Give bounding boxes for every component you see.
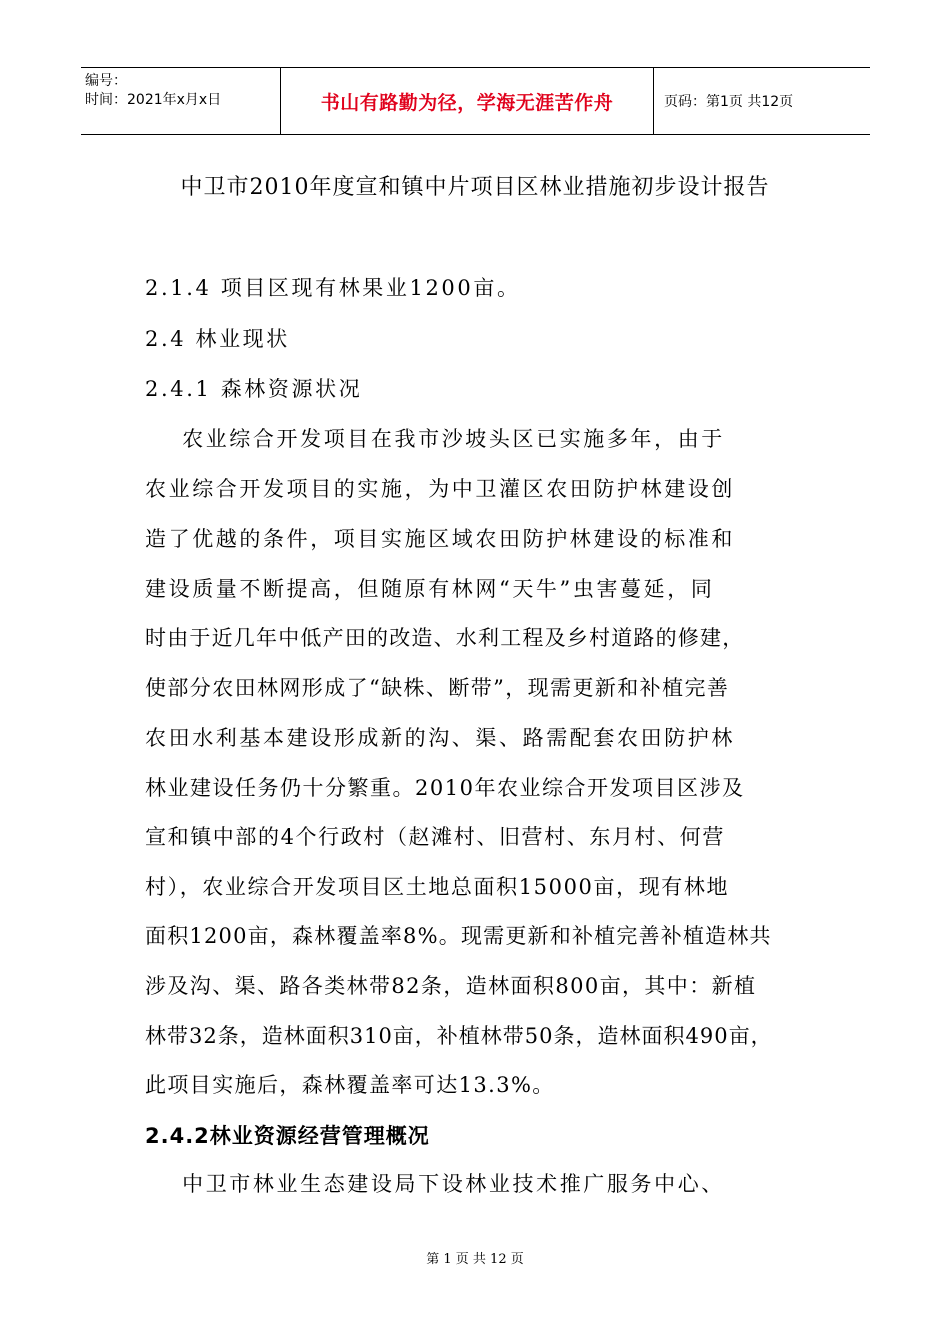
body-line: 林业建设任务仍十分繁重。2010年农业综合开发项目区涉及: [145, 776, 745, 800]
body-line: 2.1.4 项目区现有林果业1200亩。: [145, 276, 521, 300]
body-line: 农田水利基本建设形成新的沟、渠、路需配套农田防护林: [145, 726, 735, 750]
body-line: 建设质量不断提高，但随原有林网“天牛”虫害蔓延，同: [145, 577, 715, 601]
motto-text: 书山有路勤为径，学海无涯苦作舟: [320, 91, 614, 114]
body-line: 此项目实施后，森林覆盖率可达13.3%。: [145, 1073, 555, 1097]
body-line: 使部分农田林网形成了“缺株、断带”，现需更新和补植完善: [145, 676, 730, 700]
body-line: 村），农业综合开发项目区土地总面积15000亩，现有林地: [145, 875, 730, 899]
body-line: 时由于近几年中低产田的改造、水利工程及乡村道路的修建，: [145, 626, 745, 650]
number-label: 编号：: [85, 73, 127, 89]
header-meta-cell: [81, 68, 281, 134]
section-heading: 2.4 林业现状: [145, 327, 290, 351]
body-line: 林带32条，造林面积310亩，补植林带50条，造林面积490亩，: [145, 1024, 773, 1048]
subsection-heading: 2.4.1 森林资源状况: [145, 377, 363, 401]
body-line: 面积1200亩，森林覆盖率8%。现需更新和补植完善补植造林共: [145, 924, 772, 948]
page-info-cell: [654, 68, 870, 134]
header-table: [81, 67, 870, 135]
body-line: 农业综合开发项目在我市沙坡头区已实施多年，由于: [145, 427, 725, 451]
time-label: 时间：2021年x月x日: [85, 92, 222, 108]
body-line: 农业综合开发项目的实施，为中卫灌区农田防护林建设创: [145, 477, 735, 501]
page-info-text: 页码：第1页 共12页: [664, 94, 794, 110]
body-line: 宣和镇中部的4个行政村（赵滩村、旧营村、东月村、何营: [145, 825, 725, 849]
body-line: 造了优越的条件，项目实施区域农田防护林建设的标准和: [145, 527, 735, 551]
subsection-heading-bold: 2.4.2林业资源经营管理概况: [145, 1124, 430, 1148]
body-line: 中卫市林业生态建设局下设林业技术推广服务中心、: [145, 1172, 725, 1196]
page-footer: 第 1 页 共 12 页: [426, 1252, 524, 1267]
body-line: 涉及沟、渠、路各类林带82条，造林面积800亩，其中：新植: [145, 974, 757, 998]
document-title: 中卫市2010年度宣和镇中片项目区林业措施初步设计报告: [180, 175, 770, 200]
motto-cell: [281, 68, 654, 134]
